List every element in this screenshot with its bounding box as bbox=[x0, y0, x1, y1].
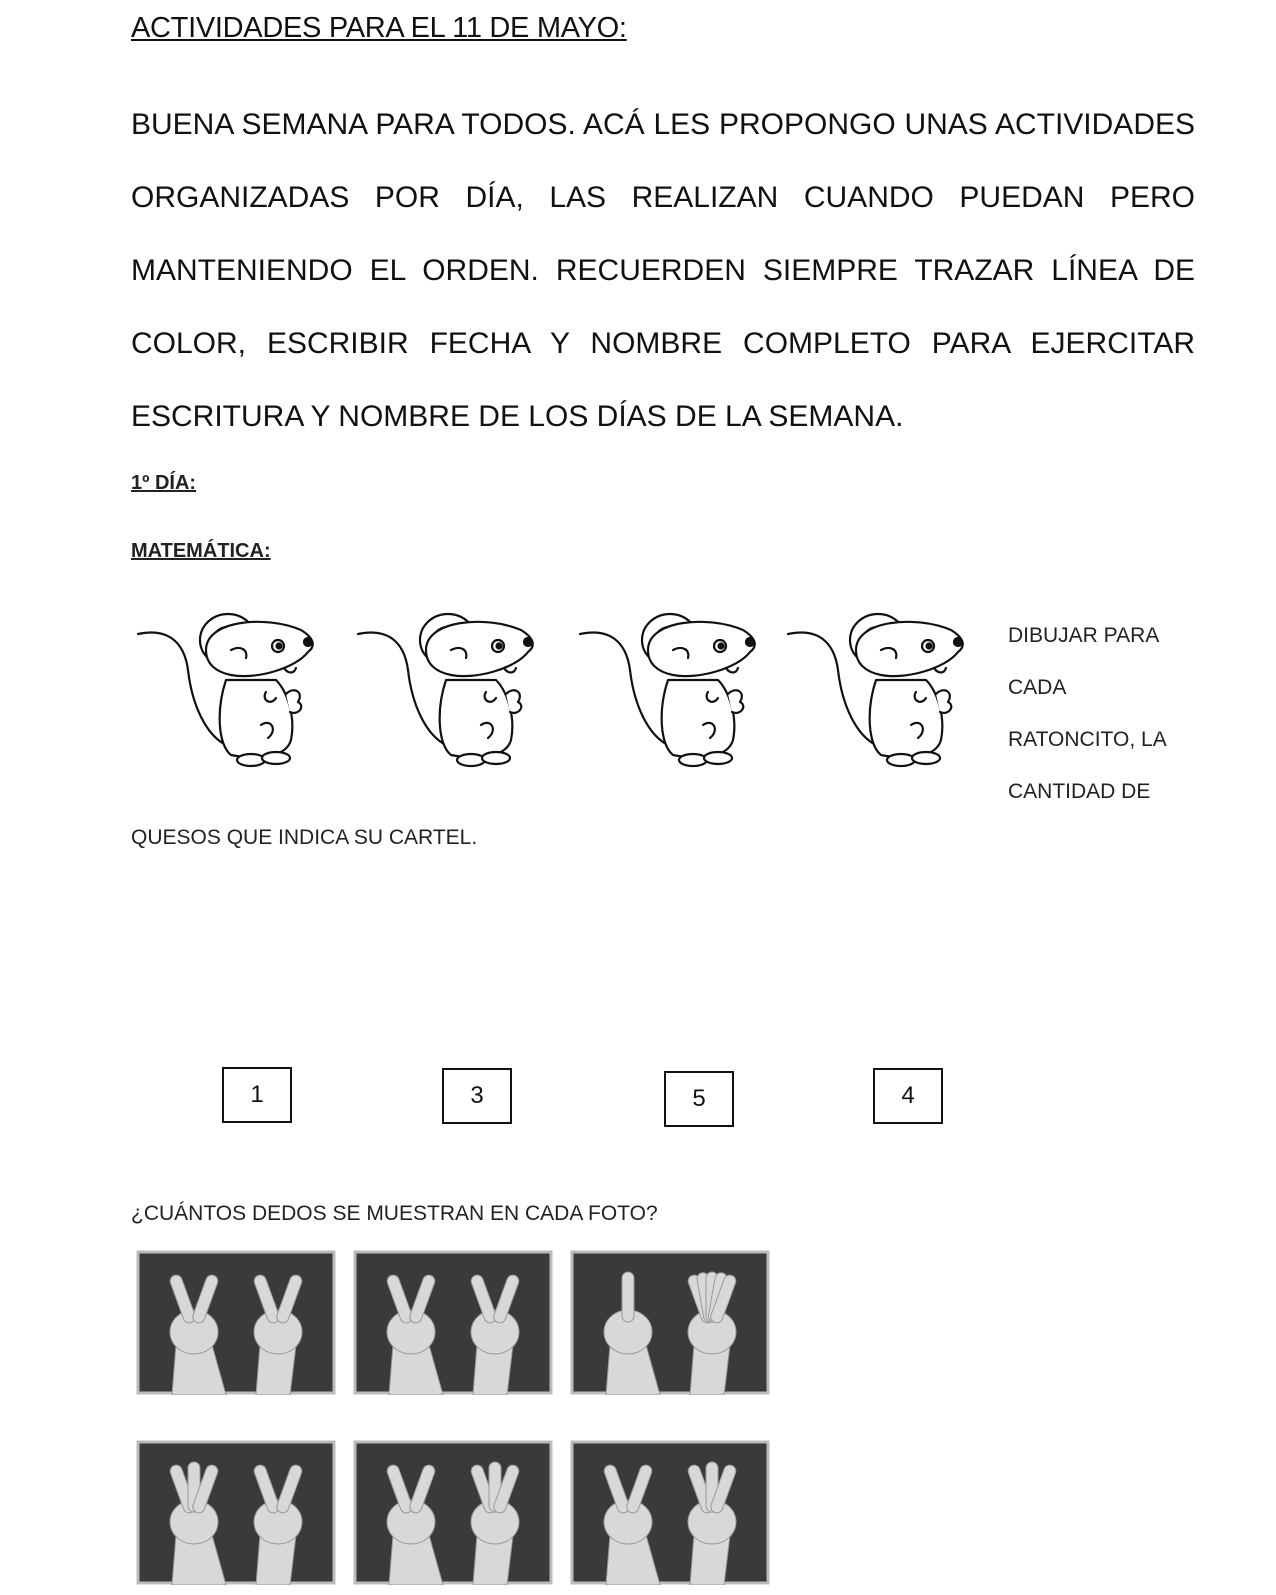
subject-heading: MATEMÁTICA: bbox=[131, 540, 271, 562]
intro-paragraph: BUENA SEMANA PARA TODOS. ACÁ LES PROPONGO UNAS ACTIVIDADES ORGANIZADAS POR DÍA, LAS REALIZAN CUANDO PUEDAN PERO MANTENIENDO EL ORDEN. RECUERDEN SIEMPRE TRAZAR LÍNEA DE COLOR, ESCRIBIR FECHA Y NOMBRE COMPLETO PARA EJERCITAR ESCRITURA Y NOMBRE DE LOS DÍAS DE LA SEMANA. bbox=[131, 108, 1195, 433]
instruction-line-2: CADA bbox=[1008, 676, 1067, 699]
instruction-line-4: CANTIDAD DE bbox=[1008, 780, 1151, 803]
finger-photo-1 bbox=[136, 1250, 336, 1395]
finger-photo-4 bbox=[136, 1440, 336, 1585]
instruction-continuation: QUESOS QUE INDICA SU CARTEL. bbox=[131, 826, 478, 849]
mouse-illustration-4 bbox=[786, 610, 986, 780]
finger-question: ¿CUÁNTOS DEDOS SE MUESTRAN EN CADA FOTO? bbox=[131, 1202, 658, 1225]
finger-photo-2 bbox=[353, 1250, 553, 1395]
number-sign-1: 1 bbox=[222, 1067, 292, 1123]
mouse-instruction bbox=[1008, 610, 1208, 818]
number-sign-4: 4 bbox=[873, 1068, 943, 1124]
finger-photo-3 bbox=[570, 1250, 770, 1395]
finger-photo-6 bbox=[570, 1440, 770, 1585]
number-sign-2: 3 bbox=[442, 1068, 512, 1124]
day-heading: 1º DÍA: bbox=[131, 472, 197, 494]
instruction-line-1: DIBUJAR PARA bbox=[1008, 624, 1160, 647]
number-sign-3: 5 bbox=[664, 1071, 734, 1127]
mouse-illustration-3 bbox=[578, 610, 778, 780]
finger-photo-5 bbox=[353, 1440, 553, 1585]
mouse-illustration-1 bbox=[136, 610, 336, 780]
page-title: ACTIVIDADES PARA EL 11 DE MAYO: bbox=[131, 12, 627, 44]
mouse-illustration-2 bbox=[356, 610, 556, 780]
instruction-line-3: RATONCITO, LA bbox=[1008, 728, 1167, 751]
